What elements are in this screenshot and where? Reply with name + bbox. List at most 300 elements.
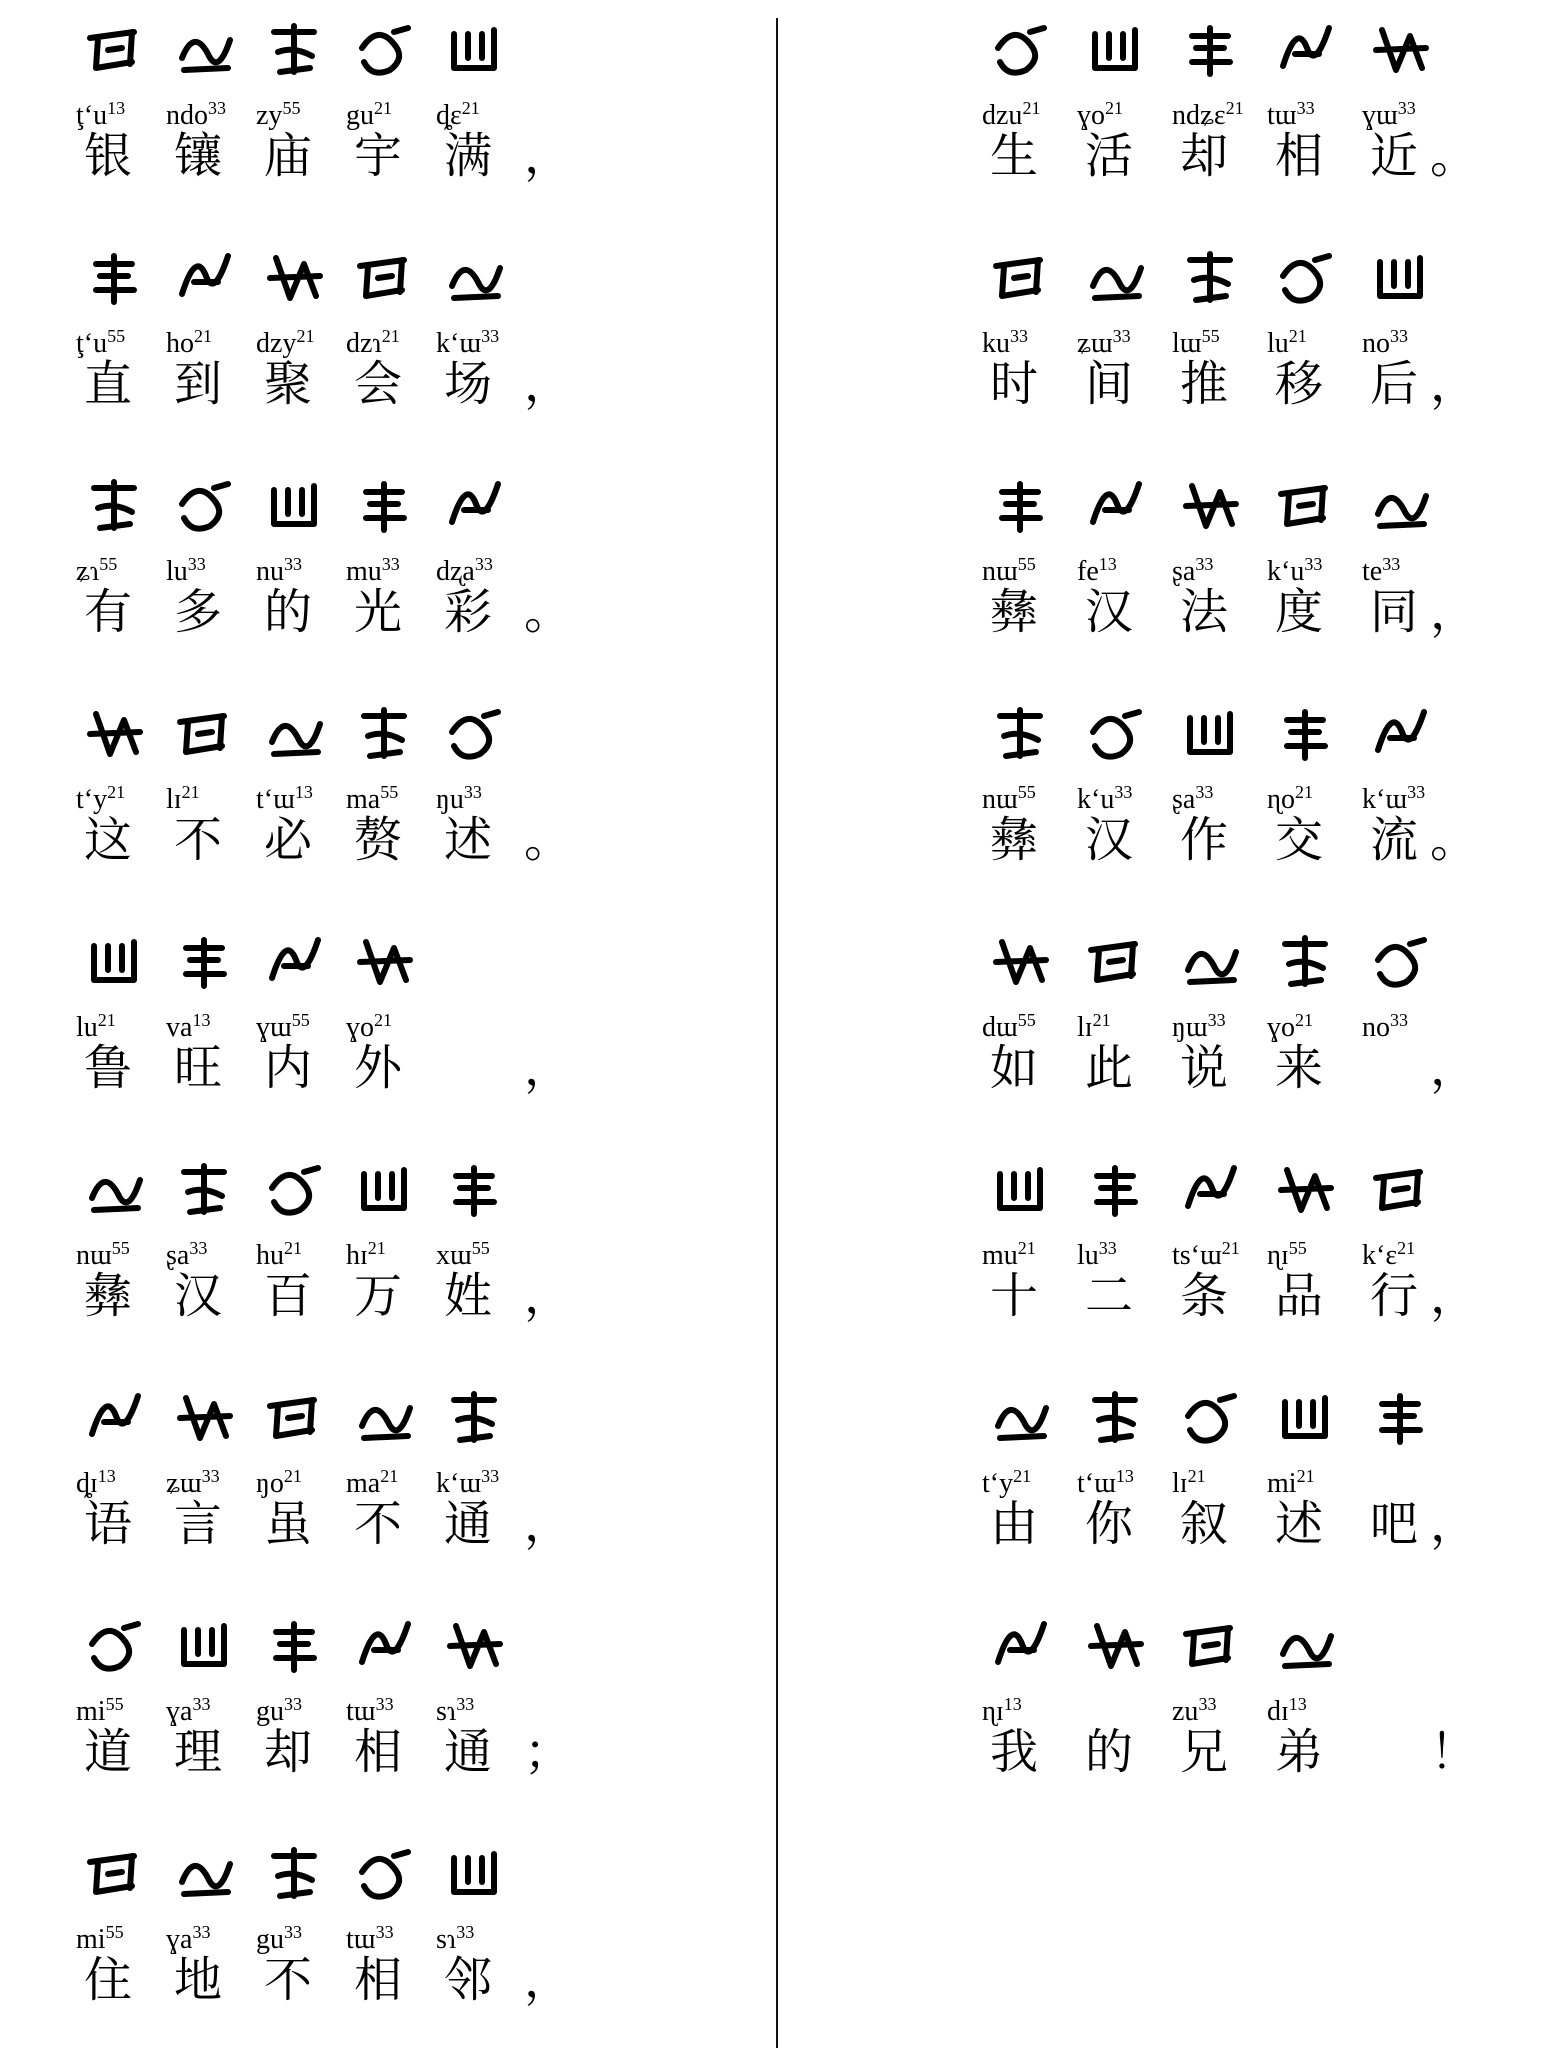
tone-number: 21 bbox=[1296, 1466, 1315, 1486]
tone-number: 33 bbox=[375, 1694, 394, 1714]
verse bbox=[76, 930, 584, 1160]
verse bbox=[982, 246, 1479, 476]
syllable-text: ku bbox=[982, 328, 1010, 359]
chinese-character: 兄 bbox=[1180, 1724, 1229, 1780]
syllable-text: ma bbox=[346, 1468, 381, 1499]
tone-number: 21 bbox=[1187, 1466, 1206, 1486]
punctuation-mark: ， bbox=[1430, 584, 1479, 640]
yi-glyph bbox=[1180, 246, 1242, 312]
syllable-text: k‘u bbox=[1077, 784, 1115, 815]
yi-glyph bbox=[1085, 1158, 1147, 1224]
tone-number: 33 bbox=[474, 554, 493, 574]
chinese-character: 来 bbox=[1275, 1040, 1324, 1096]
syllable-text: ɣo bbox=[1267, 1012, 1295, 1043]
syllable-text: k‘ɯ bbox=[436, 328, 482, 359]
chinese-character: 理 bbox=[174, 1724, 223, 1780]
tone-number: 55 bbox=[105, 1922, 124, 1942]
tone-number: 55 bbox=[105, 1694, 124, 1714]
chinese-character: 流 bbox=[1370, 812, 1419, 868]
tone-number: 21 bbox=[380, 1466, 399, 1486]
syllable-text: te bbox=[1362, 556, 1383, 587]
syllable-text: lu bbox=[76, 1012, 98, 1043]
tone-number: 55 bbox=[107, 326, 126, 346]
tone-number: 33 bbox=[1296, 98, 1315, 118]
yi-glyph bbox=[1180, 1614, 1242, 1680]
chinese-translation-line bbox=[990, 354, 1479, 420]
yi-glyph bbox=[1180, 702, 1242, 768]
tone-number: 33 bbox=[208, 98, 226, 118]
yi-script-line bbox=[990, 1386, 1470, 1456]
yi-glyph bbox=[354, 474, 416, 540]
romanization-line bbox=[982, 1456, 1470, 1499]
romanization-line bbox=[982, 544, 1470, 587]
chinese-character: 相 bbox=[1275, 128, 1324, 184]
tone-number: 21 bbox=[1105, 98, 1123, 118]
yi-glyph bbox=[84, 474, 146, 540]
yi-glyph bbox=[84, 1842, 146, 1908]
syllable-text: gu bbox=[256, 1696, 284, 1727]
yi-glyph bbox=[174, 1842, 236, 1908]
tone-number: 33 bbox=[1407, 782, 1426, 802]
chinese-character: 鲁 bbox=[84, 1040, 133, 1096]
chinese-character: 作 bbox=[1180, 812, 1229, 868]
syllable-text: ʑɯ bbox=[1077, 328, 1113, 359]
punctuation-mark: ， bbox=[1430, 1496, 1479, 1552]
syllable-text: tɯ bbox=[1267, 100, 1297, 131]
tone-number: 13 bbox=[1003, 1694, 1022, 1714]
syllable-text: ɳo bbox=[1267, 784, 1295, 815]
tone-number: 21 bbox=[97, 1010, 116, 1030]
yi-glyph bbox=[174, 1158, 236, 1224]
tone-number: 21 bbox=[374, 98, 392, 118]
chinese-character: 百 bbox=[264, 1268, 313, 1324]
syllable-text: ɣa bbox=[166, 1696, 193, 1727]
yi-glyph bbox=[354, 1614, 416, 1680]
syllable-text: lu bbox=[166, 556, 188, 587]
yi-glyph bbox=[444, 1158, 506, 1224]
verse bbox=[982, 1614, 1479, 1844]
chinese-character: 满 bbox=[444, 128, 493, 184]
syllable-text: tɯ bbox=[346, 1924, 376, 1955]
syllable-text: lu bbox=[1077, 1240, 1099, 1271]
chinese-character: 内 bbox=[264, 1040, 313, 1096]
chinese-character: 由 bbox=[990, 1496, 1039, 1552]
yi-glyph bbox=[990, 1158, 1052, 1224]
chinese-translation-line bbox=[84, 126, 584, 192]
syllable-text: mi bbox=[1267, 1468, 1297, 1499]
syllable-text: gu bbox=[256, 1924, 284, 1955]
yi-glyph bbox=[1370, 702, 1432, 768]
yi-glyph bbox=[444, 702, 506, 768]
chinese-translation-line bbox=[84, 354, 584, 420]
punctuation-mark: ， bbox=[524, 1952, 573, 2008]
syllable-text: hɪ bbox=[346, 1240, 368, 1271]
syllable-text: nɯ bbox=[982, 784, 1018, 815]
yi-glyph bbox=[264, 1842, 326, 1908]
tone-number: 21 bbox=[374, 1010, 392, 1030]
yi-glyph bbox=[444, 474, 506, 540]
chinese-character: 彝 bbox=[990, 812, 1039, 868]
yi-glyph bbox=[84, 930, 146, 996]
chinese-character: 相 bbox=[354, 1952, 403, 2008]
syllable-text: lu bbox=[1267, 328, 1289, 359]
tone-number: 33 bbox=[284, 1694, 302, 1714]
tone-number: 21 bbox=[1288, 326, 1307, 346]
tone-number: 21 bbox=[181, 782, 200, 802]
yi-glyph bbox=[354, 1158, 416, 1224]
tone-number: 21 bbox=[283, 1466, 302, 1486]
tone-number: 33 bbox=[1390, 1010, 1408, 1030]
yi-glyph bbox=[264, 246, 326, 312]
yi-glyph bbox=[1275, 18, 1337, 84]
tone-number: 21 bbox=[1295, 1010, 1313, 1030]
verse bbox=[76, 1386, 584, 1616]
chinese-character: 庙 bbox=[264, 128, 313, 184]
tone-number: 55 bbox=[111, 1238, 130, 1258]
punctuation-mark: ， bbox=[524, 128, 573, 184]
syllable-text: ɣɯ bbox=[256, 1012, 292, 1043]
yi-glyph bbox=[444, 246, 506, 312]
verse bbox=[982, 18, 1479, 248]
tone-number: 21 bbox=[1225, 98, 1244, 118]
syllable-text: ndʑɛ bbox=[1172, 100, 1226, 131]
tone-number: 13 bbox=[107, 98, 126, 118]
yi-glyph bbox=[1085, 930, 1147, 996]
tone-number: 55 bbox=[1288, 1238, 1307, 1258]
romanization-line bbox=[76, 772, 584, 815]
verse bbox=[982, 930, 1479, 1160]
syllable-text: dzu bbox=[982, 100, 1023, 131]
yi-glyph bbox=[354, 930, 416, 996]
punctuation-mark: ， bbox=[1430, 1040, 1479, 1096]
chinese-character: 虽 bbox=[264, 1496, 313, 1552]
yi-glyph bbox=[354, 246, 416, 312]
yi-glyph bbox=[990, 930, 1052, 996]
tone-number: 33 bbox=[192, 1694, 211, 1714]
romanization-line bbox=[76, 1912, 584, 1955]
chinese-character: 住 bbox=[84, 1952, 133, 2008]
yi-glyph bbox=[84, 1614, 146, 1680]
punctuation-mark: ， bbox=[1430, 356, 1479, 412]
yi-glyph bbox=[264, 474, 326, 540]
yi-glyph bbox=[84, 1158, 146, 1224]
syllable-text: va bbox=[166, 1012, 193, 1043]
syllable-text: ŋo bbox=[256, 1468, 284, 1499]
syllable-text: t‘ɯ bbox=[256, 784, 295, 815]
chinese-character: 语 bbox=[84, 1496, 133, 1552]
chinese-character: 到 bbox=[174, 356, 223, 412]
yi-glyph bbox=[990, 474, 1052, 540]
syllable-text: t‘y bbox=[76, 784, 108, 815]
yi-glyph bbox=[1370, 1386, 1432, 1452]
syllable-text: ho bbox=[166, 328, 194, 359]
tone-number: 21 bbox=[1017, 1238, 1036, 1258]
tone-number: 13 bbox=[1098, 554, 1117, 574]
yi-glyph bbox=[1085, 1614, 1147, 1680]
punctuation-mark: ， bbox=[524, 356, 573, 412]
yi-script-line bbox=[990, 930, 1470, 1000]
chinese-translation-line bbox=[84, 1494, 584, 1560]
romanization-line bbox=[76, 1228, 584, 1271]
yi-glyph bbox=[1275, 1158, 1337, 1224]
chinese-character: 赘 bbox=[354, 812, 403, 868]
chinese-character: 述 bbox=[1275, 1496, 1324, 1552]
tone-number: 55 bbox=[380, 782, 399, 802]
tone-number: 33 bbox=[1010, 326, 1028, 346]
punctuation-mark: ， bbox=[524, 1040, 573, 1096]
chinese-character: 法 bbox=[1180, 584, 1229, 640]
verse bbox=[76, 1614, 584, 1844]
chinese-character: 场 bbox=[444, 356, 493, 412]
yi-script-line bbox=[990, 474, 1470, 544]
syllable-text: lɪ bbox=[1172, 1468, 1188, 1499]
chinese-character: 度 bbox=[1275, 584, 1324, 640]
chinese-character: 叙 bbox=[1180, 1496, 1229, 1552]
chinese-character: 彝 bbox=[990, 584, 1039, 640]
tone-number: 13 bbox=[294, 782, 313, 802]
chinese-character: 邻 bbox=[444, 1952, 493, 2008]
chinese-character: 不 bbox=[264, 1952, 313, 2008]
tone-number: 55 bbox=[471, 1238, 490, 1258]
romanization-line bbox=[982, 1684, 1470, 1727]
chinese-character: 同 bbox=[1370, 584, 1419, 640]
syllable-text: ɣa bbox=[166, 1924, 193, 1955]
syllable-text: zu bbox=[1172, 1696, 1199, 1727]
chinese-character: 时 bbox=[990, 356, 1039, 412]
syllable-text: dɯ bbox=[982, 1012, 1018, 1043]
romanization-line bbox=[76, 544, 584, 587]
chinese-translation-line bbox=[990, 582, 1479, 648]
yi-glyph bbox=[1085, 474, 1147, 540]
yi-script-line bbox=[990, 1158, 1470, 1228]
verse bbox=[76, 18, 584, 248]
syllable-text: gu bbox=[346, 100, 374, 131]
yi-script-line bbox=[84, 1614, 584, 1684]
tone-number: 33 bbox=[1397, 98, 1416, 118]
yi-glyph bbox=[174, 18, 236, 84]
syllable-text: ʂa bbox=[166, 1240, 190, 1271]
syllable-text: k‘ɯ bbox=[1362, 784, 1408, 815]
tone-number: 33 bbox=[1112, 326, 1131, 346]
syllable-text: t‘y bbox=[982, 1468, 1014, 1499]
yi-glyph bbox=[444, 1842, 506, 1908]
tone-number: 21 bbox=[461, 98, 480, 118]
punctuation-mark: ， bbox=[524, 1496, 573, 1552]
syllable-text: ɣo bbox=[346, 1012, 374, 1043]
chinese-character: 彩 bbox=[444, 584, 493, 640]
syllable-text: dzy bbox=[256, 328, 297, 359]
syllable-text: mi bbox=[76, 1924, 106, 1955]
yi-glyph bbox=[1180, 18, 1242, 84]
yi-glyph bbox=[174, 246, 236, 312]
chinese-character: 这 bbox=[84, 812, 133, 868]
chinese-character: 弟 bbox=[1275, 1724, 1324, 1780]
tone-number: 33 bbox=[187, 554, 206, 574]
chinese-character: 我 bbox=[990, 1724, 1039, 1780]
tone-number: 33 bbox=[1304, 554, 1323, 574]
syllable-text: no bbox=[1362, 328, 1390, 359]
tone-number: 21 bbox=[284, 1238, 302, 1258]
syllable-text: ţ‘u bbox=[76, 328, 108, 359]
chinese-translation-line bbox=[84, 582, 584, 648]
yi-glyph bbox=[1275, 474, 1337, 540]
chinese-character: 吧 bbox=[1370, 1496, 1419, 1552]
yi-glyph bbox=[1275, 246, 1337, 312]
yi-glyph bbox=[84, 246, 146, 312]
romanization-line bbox=[982, 1000, 1470, 1043]
syllable-text: nu bbox=[256, 556, 284, 587]
tone-number: 33 bbox=[1382, 554, 1401, 574]
verse bbox=[76, 246, 584, 476]
romanization-line bbox=[76, 316, 584, 359]
yi-script-line bbox=[84, 18, 584, 88]
chinese-character: 汉 bbox=[1085, 584, 1134, 640]
chinese-translation-line bbox=[84, 1038, 584, 1104]
yi-glyph bbox=[1275, 930, 1337, 996]
syllable-text: ɳɪ bbox=[1267, 1240, 1289, 1271]
chinese-character: 彝 bbox=[84, 1268, 133, 1324]
yi-script-line bbox=[84, 1158, 584, 1228]
yi-glyph bbox=[174, 702, 236, 768]
tone-number: 13 bbox=[192, 1010, 211, 1030]
syllable-text: lɪ bbox=[166, 784, 182, 815]
syllable-text: ȡɪ bbox=[76, 1468, 98, 1499]
tone-number: 21 bbox=[296, 326, 315, 346]
yi-script-line bbox=[990, 702, 1470, 772]
tone-number: 21 bbox=[194, 326, 212, 346]
yi-glyph bbox=[1180, 930, 1242, 996]
tone-number: 13 bbox=[1288, 1694, 1307, 1714]
yi-glyph bbox=[354, 1386, 416, 1452]
chinese-character: 多 bbox=[174, 584, 223, 640]
chinese-character: 道 bbox=[84, 1724, 133, 1780]
yi-glyph bbox=[1180, 474, 1242, 540]
tone-number: 21 bbox=[367, 1238, 386, 1258]
chinese-translation-line bbox=[84, 1950, 584, 2016]
syllable-text: dɪ bbox=[1267, 1696, 1289, 1727]
yi-glyph bbox=[264, 18, 326, 84]
yi-glyph bbox=[1085, 18, 1147, 84]
syllable-text: ʂa bbox=[1172, 784, 1196, 815]
tone-number: 21 bbox=[381, 326, 400, 346]
chinese-character: 银 bbox=[84, 128, 133, 184]
yi-glyph bbox=[1180, 1386, 1242, 1452]
tone-number: 33 bbox=[381, 554, 400, 574]
syllable-text: ŋɯ bbox=[1172, 1012, 1208, 1043]
verse bbox=[982, 1158, 1479, 1388]
syllable-text: sɿ bbox=[436, 1924, 457, 1955]
yi-glyph bbox=[264, 1614, 326, 1680]
chinese-character: 相 bbox=[354, 1724, 403, 1780]
yi-glyph bbox=[1085, 246, 1147, 312]
chinese-character: 近 bbox=[1370, 128, 1419, 184]
syllable-text: ɣo bbox=[1077, 100, 1105, 131]
yi-glyph bbox=[1085, 1386, 1147, 1452]
syllable-text: ɳɪ bbox=[982, 1696, 1004, 1727]
chinese-character: 如 bbox=[990, 1040, 1039, 1096]
chinese-translation-line bbox=[84, 810, 584, 876]
yi-glyph bbox=[1370, 930, 1432, 996]
yi-glyph bbox=[444, 1386, 506, 1452]
yi-script-line bbox=[84, 930, 584, 1000]
romanization-line bbox=[76, 1456, 584, 1499]
chinese-character: 移 bbox=[1275, 356, 1324, 412]
tone-number: 33 bbox=[1098, 1238, 1117, 1258]
verse bbox=[982, 474, 1479, 704]
chinese-character: 活 bbox=[1085, 128, 1134, 184]
yi-glyph bbox=[174, 930, 236, 996]
yi-glyph bbox=[990, 1614, 1052, 1680]
punctuation-mark: ！ bbox=[1430, 1724, 1479, 1780]
yi-glyph bbox=[1275, 1386, 1337, 1452]
chinese-character: 的 bbox=[1085, 1724, 1134, 1780]
chinese-character: 聚 bbox=[264, 356, 313, 412]
chinese-character: 不 bbox=[354, 1496, 403, 1552]
syllable-text: ʑɯ bbox=[166, 1468, 202, 1499]
chinese-character: 有 bbox=[84, 584, 133, 640]
punctuation-mark: 。 bbox=[1430, 812, 1479, 868]
verse bbox=[982, 702, 1479, 932]
tone-number: 33 bbox=[456, 1694, 475, 1714]
chinese-translation-line bbox=[990, 1266, 1479, 1332]
chinese-translation-line bbox=[84, 1266, 584, 1332]
punctuation-mark: 。 bbox=[524, 812, 573, 868]
yi-glyph bbox=[444, 18, 506, 84]
chinese-character: 却 bbox=[1180, 128, 1229, 184]
tone-number: 21 bbox=[107, 782, 126, 802]
verse bbox=[76, 1158, 584, 1388]
syllable-text: no bbox=[1362, 1012, 1390, 1043]
yi-glyph bbox=[1085, 702, 1147, 768]
yi-script-line bbox=[84, 474, 584, 544]
syllable-text: ts‘ɯ bbox=[1172, 1240, 1222, 1271]
tone-number: 33 bbox=[201, 1466, 220, 1486]
chinese-character: 品 bbox=[1275, 1268, 1324, 1324]
tone-number: 55 bbox=[1017, 782, 1036, 802]
tone-number: 33 bbox=[192, 1922, 211, 1942]
chinese-character: 你 bbox=[1085, 1496, 1134, 1552]
yi-glyph bbox=[990, 18, 1052, 84]
syllable-text: dzɿ bbox=[346, 328, 382, 359]
tone-number: 55 bbox=[1017, 554, 1036, 574]
syllable-text: hu bbox=[256, 1240, 284, 1271]
romanization-line bbox=[76, 1684, 584, 1727]
chinese-translation-line bbox=[990, 810, 1479, 876]
chinese-character: 直 bbox=[84, 356, 133, 412]
syllable-text: ʂa bbox=[1172, 556, 1196, 587]
yi-glyph bbox=[264, 1158, 326, 1224]
chinese-character: 间 bbox=[1085, 356, 1134, 412]
yi-glyph bbox=[444, 1614, 506, 1680]
tone-number: 33 bbox=[375, 1922, 394, 1942]
chinese-character: 后 bbox=[1370, 356, 1419, 412]
chinese-character: 言 bbox=[174, 1496, 223, 1552]
chinese-character: 光 bbox=[354, 584, 403, 640]
tone-number: 13 bbox=[97, 1466, 116, 1486]
chinese-character: 地 bbox=[174, 1952, 223, 2008]
tone-number: 33 bbox=[284, 1922, 302, 1942]
tone-number: 21 bbox=[1397, 1238, 1416, 1258]
tone-number: 21 bbox=[1221, 1238, 1240, 1258]
chinese-translation-line bbox=[990, 126, 1479, 192]
yi-glyph bbox=[990, 702, 1052, 768]
syllable-text: ȡɛ bbox=[436, 100, 462, 131]
syllable-text: nɯ bbox=[76, 1240, 112, 1271]
tone-number: 55 bbox=[282, 98, 301, 118]
romanization-line bbox=[76, 88, 584, 131]
punctuation-mark: ， bbox=[1430, 1268, 1479, 1324]
chinese-character: 却 bbox=[264, 1724, 313, 1780]
